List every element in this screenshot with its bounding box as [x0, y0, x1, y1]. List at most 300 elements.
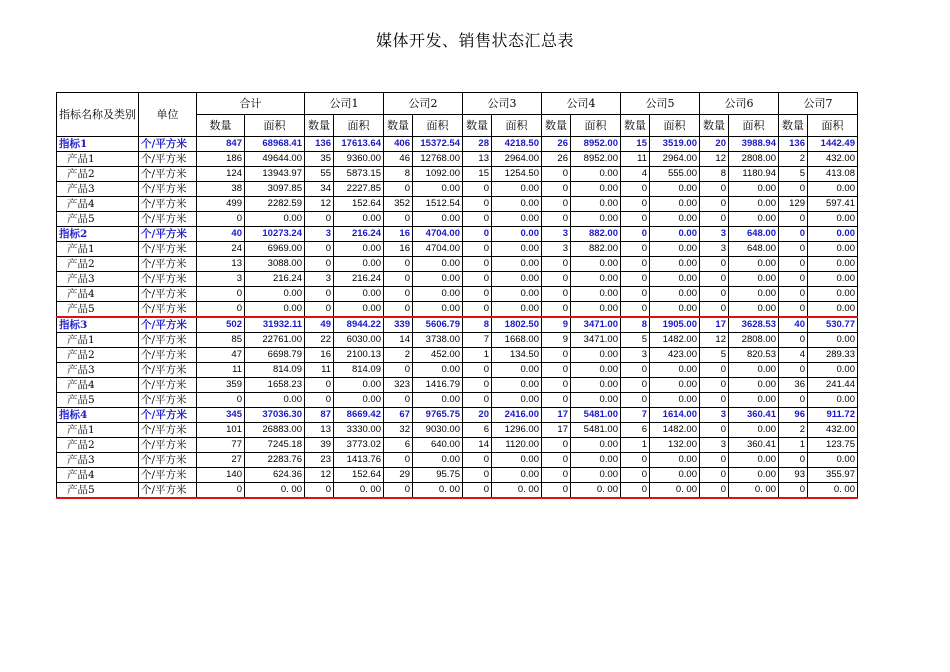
- area-cell: 0.00: [413, 257, 463, 272]
- area-cell: 0.00: [413, 212, 463, 227]
- unit-cell: 个/平方米: [139, 468, 197, 483]
- area-cell: 2416.00: [492, 408, 542, 423]
- qty-cell: 0: [384, 257, 413, 272]
- unit-cell: 个/平方米: [139, 182, 197, 197]
- qty-cell: 0: [463, 453, 492, 468]
- unit-cell: 个/平方米: [139, 483, 197, 499]
- area-cell: 0.00: [650, 393, 700, 408]
- area-cell: 2283.76: [245, 453, 305, 468]
- product-name: 产品1: [57, 152, 139, 167]
- area-cell: 0.00: [650, 287, 700, 302]
- qty-cell: 6: [621, 423, 650, 438]
- qty-cell: 3: [700, 227, 729, 242]
- qty-cell: 0: [305, 287, 334, 302]
- qty-cell: 0: [305, 378, 334, 393]
- area-cell: 0.00: [808, 302, 858, 318]
- area-cell: 0.00: [729, 272, 779, 287]
- area-cell: 0. 00: [334, 483, 384, 499]
- area-cell: 0.00: [571, 272, 621, 287]
- area-cell: 0.00: [413, 182, 463, 197]
- unit-cell: 个/平方米: [139, 197, 197, 212]
- unit-cell: 个/平方米: [139, 423, 197, 438]
- qty-cell: 0: [305, 212, 334, 227]
- area-cell: 95.75: [413, 468, 463, 483]
- area-cell: 0.00: [571, 182, 621, 197]
- unit-cell: 个/平方米: [139, 408, 197, 423]
- qty-cell: 0: [621, 242, 650, 257]
- qty-cell: 0: [700, 257, 729, 272]
- area-cell: 0.00: [808, 242, 858, 257]
- area-cell: 0.00: [334, 302, 384, 318]
- area-cell: 0.00: [492, 302, 542, 318]
- qty-cell: 0: [463, 302, 492, 318]
- area-cell: 68968.41: [245, 137, 305, 152]
- area-cell: 0.00: [650, 257, 700, 272]
- qty-cell: 3: [305, 227, 334, 242]
- qty-cell: 0: [621, 453, 650, 468]
- area-cell: 6698.79: [245, 348, 305, 363]
- area-cell: 152.64: [334, 468, 384, 483]
- area-cell: 1120.00: [492, 438, 542, 453]
- area-cell: 0.00: [729, 197, 779, 212]
- area-cell: 0.00: [650, 453, 700, 468]
- area-cell: 0.00: [650, 468, 700, 483]
- product-name: 产品2: [57, 438, 139, 453]
- product-row: [57, 302, 858, 318]
- qty-cell: 0: [779, 272, 808, 287]
- qty-cell: 0: [197, 302, 245, 318]
- product-name: 产品4: [57, 468, 139, 483]
- area-cell: 123.75: [808, 438, 858, 453]
- area-cell: 0.00: [571, 197, 621, 212]
- qty-cell: 0: [463, 483, 492, 499]
- area-cell: 2100.13: [334, 348, 384, 363]
- area-cell: 241.44: [808, 378, 858, 393]
- area-cell: 8944.22: [334, 317, 384, 333]
- area-cell: 134.50: [492, 348, 542, 363]
- area-cell: 1296.00: [492, 423, 542, 438]
- area-cell: 0.00: [808, 212, 858, 227]
- qty-cell: 3: [700, 438, 729, 453]
- qty-cell: 0: [700, 363, 729, 378]
- qty-cell: 0: [384, 302, 413, 318]
- area-cell: 1905.00: [650, 317, 700, 333]
- area-cell: 1668.00: [492, 333, 542, 348]
- area-cell: 555.00: [650, 167, 700, 182]
- qty-cell: 32: [384, 423, 413, 438]
- qty-cell: 0: [779, 363, 808, 378]
- qty-cell: 0: [542, 483, 571, 499]
- product-name: 产品1: [57, 423, 139, 438]
- area-cell: 0.00: [492, 257, 542, 272]
- area-cell: 814.09: [334, 363, 384, 378]
- area-cell: 17613.64: [334, 137, 384, 152]
- qty-cell: 96: [779, 408, 808, 423]
- area-cell: 0.00: [571, 363, 621, 378]
- qty-cell: 0: [621, 363, 650, 378]
- product-row: [57, 393, 858, 408]
- qty-cell: 0: [197, 287, 245, 302]
- qty-cell: 0: [463, 182, 492, 197]
- area-cell: 360.41: [729, 408, 779, 423]
- qty-cell: 2: [779, 152, 808, 167]
- area-cell: 2227.85: [334, 182, 384, 197]
- qty-cell: 0: [621, 182, 650, 197]
- area-cell: 0.00: [492, 378, 542, 393]
- qty-cell: 3: [305, 272, 334, 287]
- qty-cell: 8: [700, 167, 729, 182]
- area-cell: 0.00: [492, 197, 542, 212]
- area-cell: 8669.42: [334, 408, 384, 423]
- product-name: 产品5: [57, 212, 139, 227]
- qty-cell: 0: [700, 378, 729, 393]
- qty-cell: 14: [463, 438, 492, 453]
- area-cell: 216.24: [334, 227, 384, 242]
- qty-cell: 101: [197, 423, 245, 438]
- qty-cell: 40: [779, 317, 808, 333]
- unit-cell: 个/平方米: [139, 438, 197, 453]
- qty-cell: 0: [779, 182, 808, 197]
- area-cell: 3988.94: [729, 137, 779, 152]
- qty-cell: 847: [197, 137, 245, 152]
- product-row: [57, 182, 858, 197]
- qty-cell: 0: [463, 242, 492, 257]
- qty-cell: 0: [384, 182, 413, 197]
- area-cell: 882.00: [571, 227, 621, 242]
- product-name: 产品2: [57, 167, 139, 182]
- qty-cell: 20: [463, 408, 492, 423]
- product-name: 产品3: [57, 182, 139, 197]
- area-cell: 4218.50: [492, 137, 542, 152]
- area-cell: 0.00: [334, 378, 384, 393]
- header-area: 面积: [729, 115, 779, 137]
- header-group: 公司3: [463, 93, 542, 115]
- qty-cell: 0: [621, 272, 650, 287]
- area-cell: 0.00: [492, 453, 542, 468]
- area-cell: 0. 00: [245, 483, 305, 499]
- area-cell: 1413.76: [334, 453, 384, 468]
- qty-cell: 17: [542, 408, 571, 423]
- qty-cell: 323: [384, 378, 413, 393]
- area-cell: 0.00: [808, 453, 858, 468]
- qty-cell: 16: [384, 242, 413, 257]
- product-name: 产品4: [57, 378, 139, 393]
- area-cell: 0.00: [492, 393, 542, 408]
- qty-cell: 11: [621, 152, 650, 167]
- qty-cell: 9: [542, 333, 571, 348]
- qty-cell: 3: [542, 227, 571, 242]
- qty-cell: 0: [384, 272, 413, 287]
- area-cell: 0.00: [492, 363, 542, 378]
- qty-cell: 0: [542, 182, 571, 197]
- area-cell: 432.00: [808, 152, 858, 167]
- qty-cell: 6: [463, 423, 492, 438]
- qty-cell: 40: [197, 227, 245, 242]
- unit-cell: 个/平方米: [139, 212, 197, 227]
- qty-cell: 0: [305, 257, 334, 272]
- product-name: 产品2: [57, 348, 139, 363]
- area-cell: 1658.23: [245, 378, 305, 393]
- qty-cell: 26: [542, 152, 571, 167]
- qty-cell: 9: [542, 317, 571, 333]
- qty-cell: 12: [700, 333, 729, 348]
- qty-cell: 55: [305, 167, 334, 182]
- area-cell: 1482.00: [650, 333, 700, 348]
- product-row: [57, 242, 858, 257]
- area-cell: 1092.00: [413, 167, 463, 182]
- area-cell: 12768.00: [413, 152, 463, 167]
- qty-cell: 0: [197, 212, 245, 227]
- header-area: 面积: [334, 115, 384, 137]
- qty-cell: 8: [621, 317, 650, 333]
- area-cell: 0.00: [729, 212, 779, 227]
- qty-cell: 0: [384, 393, 413, 408]
- product-row: [57, 363, 858, 378]
- area-cell: 9030.00: [413, 423, 463, 438]
- product-name: 产品5: [57, 483, 139, 499]
- header-area: 面积: [413, 115, 463, 137]
- header-group: 公司1: [305, 93, 384, 115]
- qty-cell: 13: [197, 257, 245, 272]
- qty-cell: 0: [463, 197, 492, 212]
- qty-cell: 0: [621, 468, 650, 483]
- area-cell: 0.00: [571, 453, 621, 468]
- area-cell: 0.00: [245, 212, 305, 227]
- area-cell: 640.00: [413, 438, 463, 453]
- area-cell: 3097.85: [245, 182, 305, 197]
- qty-cell: 0: [384, 483, 413, 499]
- qty-cell: 0: [384, 363, 413, 378]
- index-name: 指标2: [57, 227, 139, 242]
- area-cell: 0. 00: [492, 483, 542, 499]
- unit-cell: 个/平方米: [139, 137, 197, 152]
- product-row: [57, 272, 858, 287]
- unit-cell: 个/平方米: [139, 393, 197, 408]
- qty-cell: 0: [463, 272, 492, 287]
- qty-cell: 28: [463, 137, 492, 152]
- qty-cell: 345: [197, 408, 245, 423]
- area-cell: 0.00: [571, 468, 621, 483]
- product-name: 产品3: [57, 272, 139, 287]
- qty-cell: 5: [700, 348, 729, 363]
- area-cell: 3738.00: [413, 333, 463, 348]
- qty-cell: 22: [305, 333, 334, 348]
- area-cell: 216.24: [334, 272, 384, 287]
- qty-cell: 7: [463, 333, 492, 348]
- qty-cell: 6: [384, 438, 413, 453]
- qty-cell: 0: [542, 363, 571, 378]
- area-cell: 9765.75: [413, 408, 463, 423]
- area-cell: 3088.00: [245, 257, 305, 272]
- area-cell: 0.00: [334, 287, 384, 302]
- qty-cell: 0: [463, 393, 492, 408]
- qty-cell: 0: [700, 212, 729, 227]
- qty-cell: 3: [700, 408, 729, 423]
- product-row: [57, 152, 858, 167]
- qty-cell: 7: [621, 408, 650, 423]
- product-name: 产品1: [57, 333, 139, 348]
- area-cell: 216.24: [245, 272, 305, 287]
- qty-cell: 0: [621, 483, 650, 499]
- index-name: 指标3: [57, 317, 139, 333]
- qty-cell: 15: [621, 137, 650, 152]
- area-cell: 3471.00: [571, 333, 621, 348]
- product-name: 产品5: [57, 302, 139, 318]
- qty-cell: 0: [384, 212, 413, 227]
- unit-cell: 个/平方米: [139, 227, 197, 242]
- header-qty: 数量: [305, 115, 334, 137]
- area-cell: 597.41: [808, 197, 858, 212]
- qty-cell: 16: [305, 348, 334, 363]
- qty-cell: 0: [700, 287, 729, 302]
- area-cell: 1416.79: [413, 378, 463, 393]
- qty-cell: 136: [305, 137, 334, 152]
- qty-cell: 16: [384, 227, 413, 242]
- qty-cell: 140: [197, 468, 245, 483]
- area-cell: 5873.15: [334, 167, 384, 182]
- header-group: 公司7: [779, 93, 858, 115]
- area-cell: 0.00: [571, 212, 621, 227]
- unit-cell: 个/平方米: [139, 348, 197, 363]
- qty-cell: 0: [779, 287, 808, 302]
- area-cell: 4704.00: [413, 227, 463, 242]
- area-cell: 10273.24: [245, 227, 305, 242]
- qty-cell: 8: [384, 167, 413, 182]
- qty-cell: 1: [779, 438, 808, 453]
- qty-cell: 136: [779, 137, 808, 152]
- area-cell: 432.00: [808, 423, 858, 438]
- area-cell: 0.00: [413, 272, 463, 287]
- qty-cell: 0: [700, 483, 729, 499]
- area-cell: 0.00: [245, 287, 305, 302]
- area-cell: 0.00: [492, 242, 542, 257]
- qty-cell: 0: [384, 287, 413, 302]
- qty-cell: 0: [621, 393, 650, 408]
- qty-cell: 85: [197, 333, 245, 348]
- qty-cell: 12: [305, 197, 334, 212]
- qty-cell: 39: [305, 438, 334, 453]
- qty-cell: 0: [463, 468, 492, 483]
- area-cell: 2808.00: [729, 152, 779, 167]
- qty-cell: 0: [779, 242, 808, 257]
- area-cell: 0.00: [650, 302, 700, 318]
- area-cell: 289.33: [808, 348, 858, 363]
- unit-cell: 个/平方米: [139, 363, 197, 378]
- area-cell: 814.09: [245, 363, 305, 378]
- area-cell: 648.00: [729, 227, 779, 242]
- area-cell: 0.00: [492, 272, 542, 287]
- header-group: 公司2: [384, 93, 463, 115]
- product-name: 产品4: [57, 287, 139, 302]
- area-cell: 0.00: [413, 453, 463, 468]
- qty-cell: 29: [384, 468, 413, 483]
- area-cell: 0.00: [808, 182, 858, 197]
- area-cell: 0.00: [729, 468, 779, 483]
- qty-cell: 0: [542, 348, 571, 363]
- area-cell: 0.00: [729, 363, 779, 378]
- area-cell: 5481.00: [571, 408, 621, 423]
- qty-cell: 12: [305, 468, 334, 483]
- qty-cell: 36: [779, 378, 808, 393]
- area-cell: 49644.00: [245, 152, 305, 167]
- area-cell: 0. 00: [729, 483, 779, 499]
- area-cell: 0.00: [492, 287, 542, 302]
- area-cell: 0. 00: [650, 483, 700, 499]
- area-cell: 355.97: [808, 468, 858, 483]
- product-row: [57, 468, 858, 483]
- area-cell: 0.00: [650, 242, 700, 257]
- index-name: 指标1: [57, 137, 139, 152]
- qty-cell: 0: [542, 438, 571, 453]
- qty-cell: 0: [779, 257, 808, 272]
- qty-cell: 23: [305, 453, 334, 468]
- qty-cell: 0: [621, 378, 650, 393]
- qty-cell: 0: [305, 483, 334, 499]
- header-area: 面积: [492, 115, 542, 137]
- header-qty: 数量: [542, 115, 571, 137]
- header-row-groups: [57, 93, 858, 115]
- qty-cell: 0: [700, 393, 729, 408]
- area-cell: 0.00: [571, 348, 621, 363]
- qty-cell: 0: [542, 393, 571, 408]
- qty-cell: 0: [463, 257, 492, 272]
- area-cell: 2964.00: [650, 152, 700, 167]
- qty-cell: 0: [542, 378, 571, 393]
- header-group: 公司6: [700, 93, 779, 115]
- area-cell: 0. 00: [571, 483, 621, 499]
- product-name: 产品3: [57, 453, 139, 468]
- product-name: 产品3: [57, 363, 139, 378]
- area-cell: 0.00: [650, 378, 700, 393]
- area-cell: 0.00: [729, 182, 779, 197]
- qty-cell: 87: [305, 408, 334, 423]
- area-cell: 2808.00: [729, 333, 779, 348]
- product-name: 产品4: [57, 197, 139, 212]
- area-cell: 1254.50: [492, 167, 542, 182]
- area-cell: 0. 00: [808, 483, 858, 499]
- area-cell: 0.00: [571, 257, 621, 272]
- qty-cell: 0: [542, 257, 571, 272]
- product-name: 产品5: [57, 393, 139, 408]
- qty-cell: 3: [700, 242, 729, 257]
- qty-cell: 1: [463, 348, 492, 363]
- index-row: [57, 317, 858, 333]
- area-cell: 648.00: [729, 242, 779, 257]
- area-cell: 1614.00: [650, 408, 700, 423]
- unit-cell: 个/平方米: [139, 167, 197, 182]
- product-row: [57, 257, 858, 272]
- area-cell: 0.00: [492, 212, 542, 227]
- qty-cell: 4: [779, 348, 808, 363]
- qty-cell: 0: [542, 197, 571, 212]
- header-qty: 数量: [700, 115, 729, 137]
- qty-cell: 0: [779, 302, 808, 318]
- unit-cell: 个/平方米: [139, 272, 197, 287]
- area-cell: 3773.02: [334, 438, 384, 453]
- header-group: 公司4: [542, 93, 621, 115]
- qty-cell: 0: [463, 287, 492, 302]
- area-cell: 360.41: [729, 438, 779, 453]
- area-cell: 0.00: [571, 393, 621, 408]
- area-cell: 0.00: [245, 393, 305, 408]
- qty-cell: 0: [700, 197, 729, 212]
- qty-cell: 0: [779, 227, 808, 242]
- header-qty: 数量: [197, 115, 245, 137]
- qty-cell: 0: [305, 242, 334, 257]
- header-group: 合计: [197, 93, 305, 115]
- qty-cell: 2: [779, 423, 808, 438]
- qty-cell: 0: [197, 483, 245, 499]
